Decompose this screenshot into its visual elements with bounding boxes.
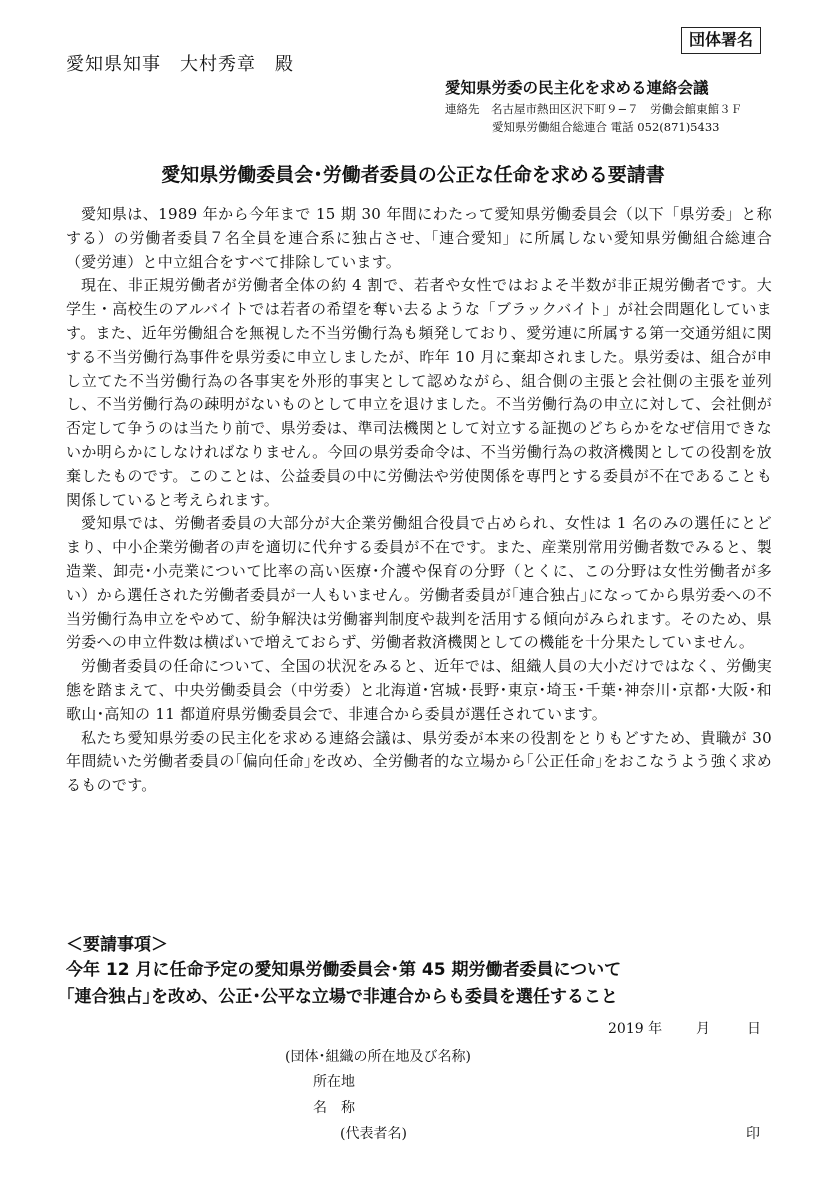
- document-body: [66, 203, 772, 798]
- seal-mark: 印: [746, 1126, 760, 1142]
- date-month: 月: [696, 1021, 710, 1037]
- sender-contact-address: 連絡先 名古屋市熱田区沢下町９−７ 労働会館東館３Ｆ: [445, 102, 743, 116]
- document-title: 愛知県労働委員会･労働者委員の公正な任命を求める要請書: [161, 164, 665, 186]
- request-heading: ＜要請事項＞: [66, 935, 168, 955]
- body-paragraph: 労働者委員の任命について、全国の状況をみると、近年では、組織人員の大小だけではなく、労働実態を踏まえて、中央労働委員会（中労委）と北海道･宮城･長野･東京･埼玉･千葉･神奈川･京都･大阪･和歌山･高知の 11 都道府県労働委員会で、非連合から委員が選任されています。: [66, 657, 772, 723]
- request-item-line: 今年 12 月に任命予定の愛知県労働委員会･第 45 期労働者委員について: [66, 960, 622, 980]
- sender-org: 愛知県労委の民主化を求める連絡会議: [445, 79, 709, 97]
- name-label: 名称: [313, 1100, 369, 1116]
- body-paragraph: 愛知県は、1989 年から今年まで 15 期 30 年間にわたって愛知県労働委員会（以下「県労委」と称する）の労働者委員７名全員を連合系に独占させ、「連合愛知」に所属しない愛知県労働組合総連合（愛労連）と中立組合をすべて排除しています。: [66, 205, 772, 271]
- sender-contact-phone: 愛知県労働組合総連合 電話 052(871)5433: [492, 120, 720, 134]
- date-year: 2019 年: [608, 1021, 663, 1037]
- body-paragraph: 私たち愛知県労委の民主化を求める連絡会議は、県労委が本来の役割をとりもどすため、貴職が 30 年間続いた労働者委員の｢偏向任命｣を改め、全労働者的な立場から｢公正任命｣をおこなうよう強く求めるものです。: [66, 728, 772, 795]
- org-info-label: (団体･組織の所在地及び名称): [285, 1049, 471, 1065]
- request-item-line: ｢連合独占｣を改め、公正･公平な立場で非連合からも委員を選任すること: [66, 987, 618, 1007]
- body-paragraph: 現在、非正規労働者が労働者全体の約 4 割で、若者や女性ではおよそ半数が非正規労働者です。大学生・高校生のアルバイトでは若者の希望を奪い去るような「ブラックバイト」が社会問題化しています。また、近年労働組合を無視した不当労働行為も頻発しており、愛労連に所属する第一交通労組に関する不当労働行為事件を県労委に申立しましたが、昨年 10 月に棄却されました。県労委は、組合が申し立てた不当労働行為の各事実を外形的事実として認めながら、組合側の主張と会社側の主張を並列し、不当労働行為の疎明がないものとして申立を退けました。不当労働行為の申立に対して、会社側が否定して争うのは当たり前で、県労委は、準司法機関として対立する証拠のどちらかをなぜ信用できないか明らかにしなければなりません。今回の県労委命令は、不当労働行為の救済機関としての役割を放棄したものです。このことは、公益委員の中に労働法や労使関係を専門とする委員が不在であることも関係していると考えられます。: [66, 276, 772, 509]
- representative-label: (代表者名): [340, 1126, 407, 1142]
- address-label: 所在地: [313, 1074, 355, 1090]
- body-paragraph: 愛知県では、労働者委員の大部分が大企業労働組合役員で占められ、女性は 1 名のみの選任にとどまり、中小企業労働者の声を適切に代弁する委員が不在です。また、産業別常用労働者数でみると、製造業、卸売･小売業について比率の高い医療･介護や保育の分野（とくに、この分野は女性労働者が多い）から選任された労働者委員が一人もいません。労働者委員が｢連合独占｣になってから県労委への不当労働行為申立をやめて、紛争解決は労働審判制度や裁判を活用する傾向がみられます。そのため、県労委への申立件数は横ばいで増えておらず、労働者救済機関としての機能を十分果たしていません。: [66, 514, 772, 652]
- addressee: 愛知県知事 大村秀章 殿: [66, 54, 294, 75]
- signature-type-badge: 団体署名: [681, 27, 761, 54]
- date-day: 日: [747, 1021, 761, 1037]
